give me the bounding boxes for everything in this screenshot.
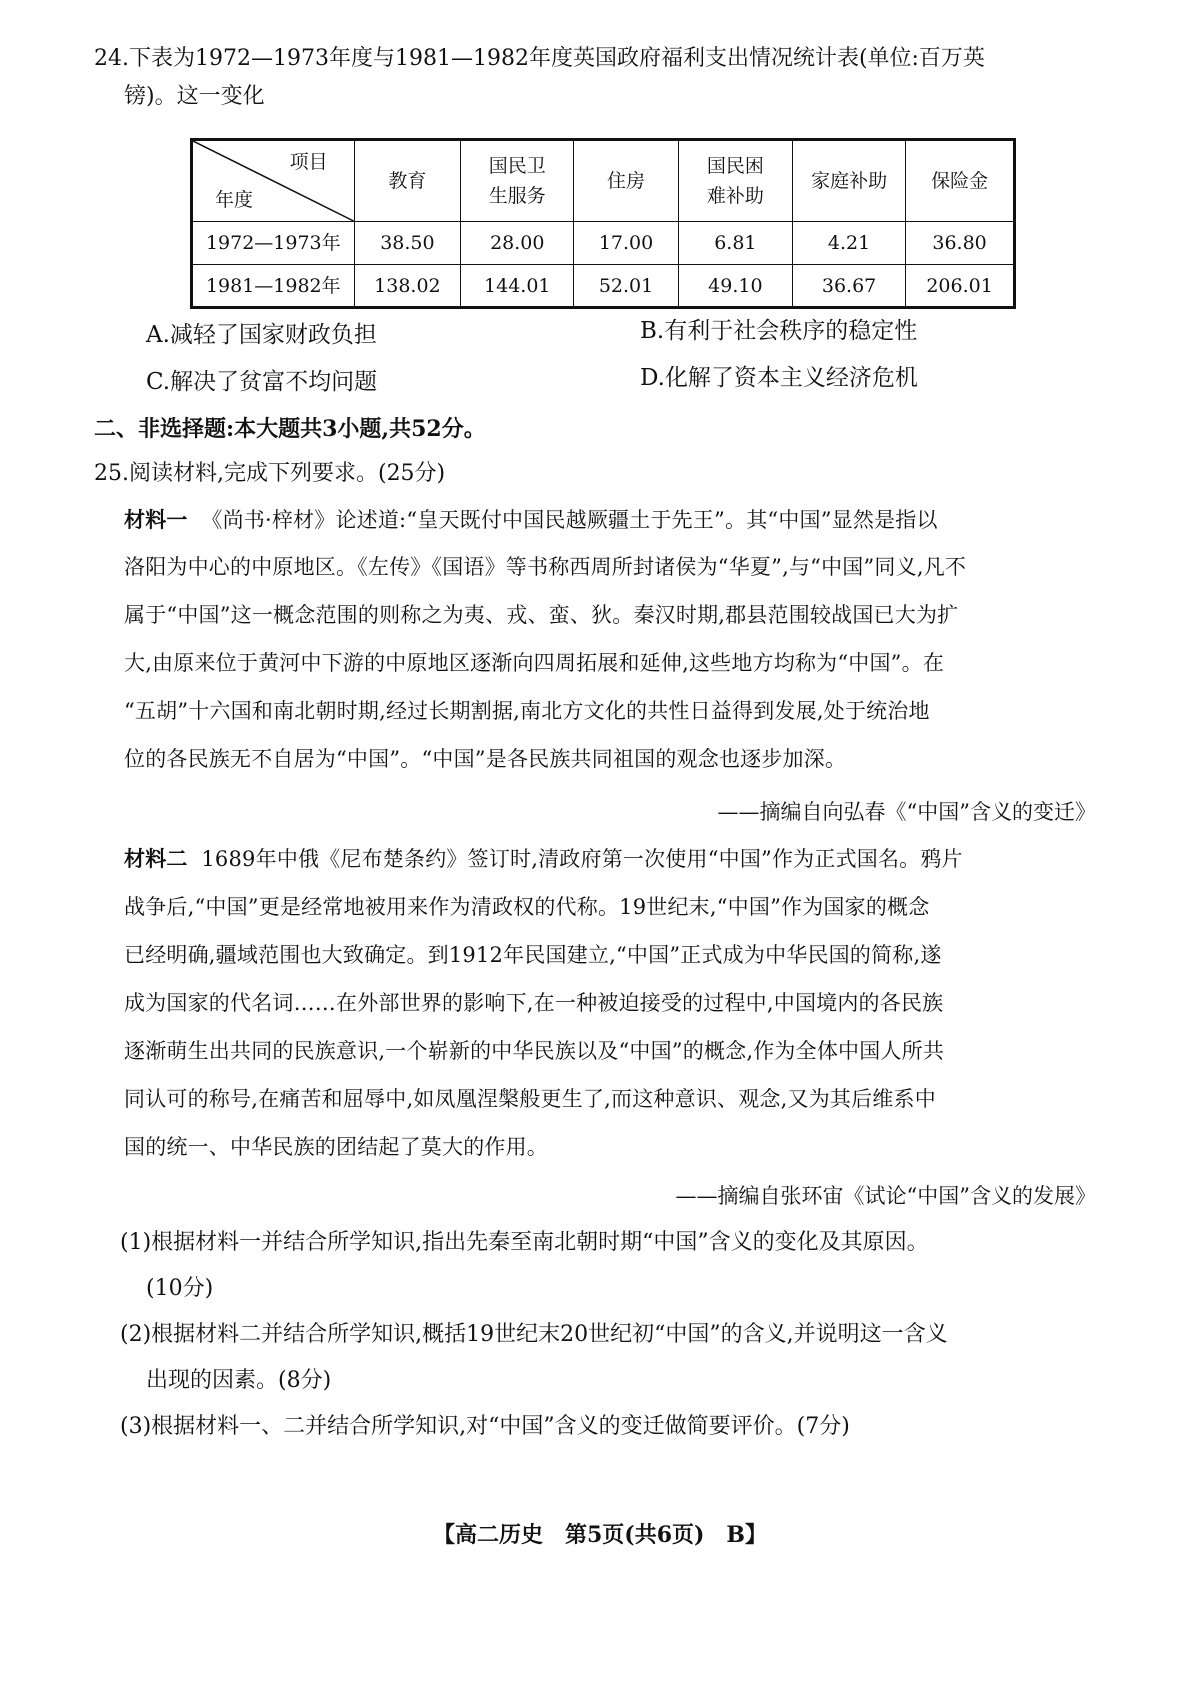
table-cell: 36.67 — [793, 265, 906, 308]
table-cell: 144.01 — [461, 265, 574, 308]
header-insurance: 保险金 — [906, 140, 1015, 222]
header-hardship-allowance: 国民困 难补助 — [678, 140, 792, 222]
sub-question-1-score: (10分) — [146, 1276, 214, 1301]
header-health-service: 国民卫 生服务 — [461, 140, 574, 222]
table-cell: 4.21 — [793, 222, 906, 265]
table-cell: 52.01 — [574, 265, 678, 308]
row-year: 1972—1973年 — [192, 222, 355, 265]
sub-question-3: (3)根据材料一、二并结合所学知识,对“中国”含义的变迁做简要评价。(7分) — [120, 1414, 850, 1439]
q24-stem-line1: 24.下表为1972—1973年度与1981—1982年度英国政府福利支出情况统计表(单位:百万英 — [94, 46, 985, 71]
sub-question-2-cont: 出现的因素。(8分) — [146, 1368, 332, 1393]
welfare-spending-table — [190, 138, 1016, 309]
table-cell: 17.00 — [574, 222, 678, 265]
material2-line: 成为国家的代名词……在外部世界的影响下,在一种被迫接受的过程中,中国境内的各民族 — [124, 991, 944, 1015]
table-cell: 38.50 — [354, 222, 461, 265]
material1-source: ——摘编自向弘春《“中国”含义的变迁》 — [717, 800, 1096, 824]
material2-line: 逐渐萌生出共同的民族意识,一个崭新的中华民族以及“中国”的概念,作为全体中国人所共 — [124, 1039, 945, 1063]
material2-line: 同认可的称号,在痛苦和屈辱中,如凤凰涅槃般更生了,而这种意识、观念,又为其后维系中 — [124, 1087, 936, 1111]
material1-line1: 材料一 《尚书·梓材》论述道:“皇天既付中国民越厥疆土于先王”。其“中国”显然是指以 — [124, 507, 938, 532]
material2-line: 国的统一、中华民族的团结起了莫大的作用。 — [124, 1135, 548, 1159]
material1-line: “五胡”十六国和南北朝时期,经过长期割据,南北方文化的共性日益得到发展,处于统治地 — [124, 699, 930, 723]
table-cell: 6.81 — [678, 222, 792, 265]
material2-source: ——摘编自张环宙《试论“中国”含义的发展》 — [675, 1184, 1096, 1208]
corner-label-year: 年度 — [215, 189, 254, 211]
option-c: C.解决了贫富不均问题 — [146, 369, 378, 395]
corner-label-item: 项目 — [289, 151, 328, 173]
header-education: 教育 — [354, 140, 461, 222]
material2-line1: 材料二 1689年中俄《尼布楚条约》签订时,清政府第一次使用“中国”作为正式国名。鸦片 — [124, 846, 963, 871]
q24-stem-line2: 镑)。这一变化 — [124, 84, 265, 109]
header-housing: 住房 — [574, 140, 678, 222]
table-cell: 36.80 — [906, 222, 1015, 265]
table-header-row — [192, 140, 1015, 222]
table-cell: 28.00 — [461, 222, 574, 265]
material1-line: 属于“中国”这一概念范围的则称之为夷、戎、蛮、狄。秦汉时期,郡县范围较战国已大为扩 — [124, 603, 959, 627]
q25-stem: 25.阅读材料,完成下列要求。(25分) — [94, 461, 446, 486]
material1-line: 洛阳为中心的中原地区。《左传》《国语》等书称西周所封诸侯为“华夏”,与“中国”同义,凡不 — [124, 555, 967, 579]
table-row — [192, 222, 1015, 265]
sub-question-2: (2)根据材料二并结合所学知识,概括19世纪末20世纪初“中国”的含义,并说明这一含义 — [120, 1322, 948, 1347]
table-corner-cell — [192, 140, 355, 222]
table-cell: 206.01 — [906, 265, 1015, 308]
option-d: D.化解了资本主义经济危机 — [640, 365, 918, 391]
page-footer: 【高二历史 第5页(共6页) B】 — [432, 1522, 768, 1548]
row-year: 1981—1982年 — [192, 265, 355, 308]
option-b: B.有利于社会秩序的稳定性 — [640, 318, 918, 344]
sub-question-1: (1)根据材料一并结合所学知识,指出先秦至南北朝时期“中国”含义的变化及其原因。 — [120, 1230, 929, 1255]
section-title: 二、非选择题:本大题共3小题,共52分。 — [94, 416, 486, 442]
header-family-allowance: 家庭补助 — [793, 140, 906, 222]
table-row — [192, 265, 1015, 308]
material2-label: 材料二 — [124, 846, 188, 871]
material2-line: 已经明确,疆域范围也大致确定。到1912年民国建立,“中国”正式成为中华民国的简称,遂 — [124, 943, 942, 967]
table-cell: 49.10 — [678, 265, 792, 308]
material1-label: 材料一 — [124, 507, 188, 532]
table-cell: 138.02 — [354, 265, 461, 308]
material1-line: 位的各民族无不自居为“中国”。“中国”是各民族共同祖国的观念也逐步加深。 — [124, 747, 847, 771]
material1-line: 大,由原来位于黄河中下游的中原地区逐渐向四周拓展和延伸,这些地方均称为“中国”。在 — [124, 651, 945, 675]
option-a: A.减轻了国家财政负担 — [146, 322, 377, 348]
material2-line: 战争后,“中国”更是经常地被用来作为清政权的代称。19世纪末,“中国”作为国家的概念 — [124, 895, 930, 919]
